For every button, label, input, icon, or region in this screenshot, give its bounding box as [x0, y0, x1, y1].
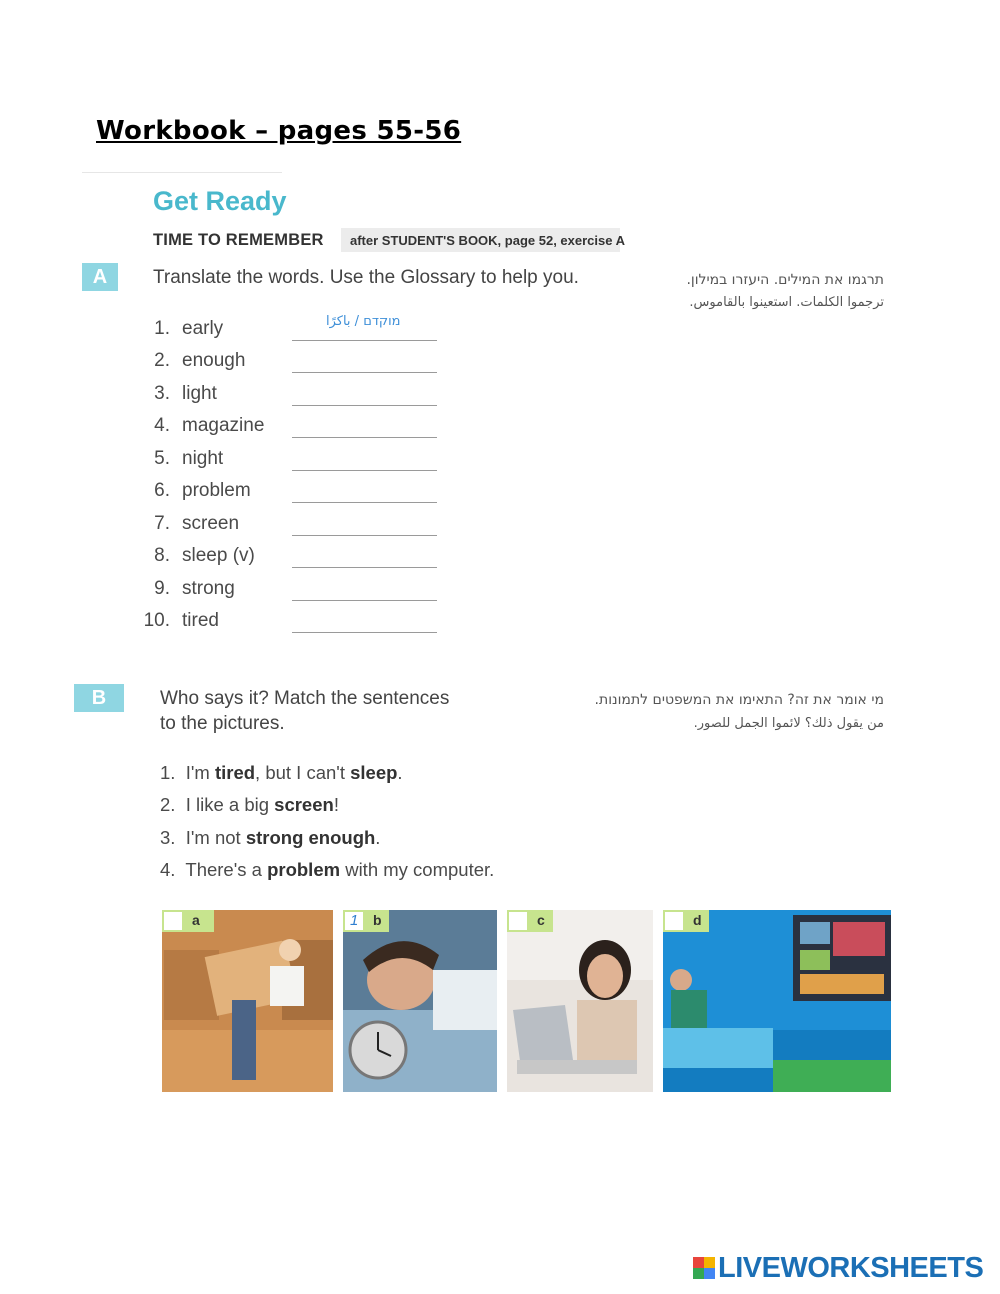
item-number: 7. [154, 513, 170, 534]
answer-field[interactable] [292, 372, 437, 373]
page-heading: Workbook – pages 55-56 [96, 116, 462, 146]
answer-field[interactable] [292, 340, 437, 341]
sentence-keyword: strong enough [245, 827, 376, 848]
logo-icon [693, 1257, 715, 1279]
item-word: early [182, 318, 224, 339]
sentence-keyword: sleep [350, 762, 398, 783]
item-number: 5. [154, 448, 170, 469]
section-a-badge: A [82, 263, 118, 291]
section-b-instruction-line1: Who says it? Match the sentences [160, 688, 450, 709]
item-word: night [182, 448, 224, 469]
item-word: magazine [182, 415, 265, 436]
section-a-arabic-instruction: ترجموا الكلمات. استعينوا بالقاموس. [689, 295, 884, 310]
answer-text: מוקדם / باكرًا [326, 314, 401, 329]
answer-tab [663, 910, 709, 932]
item-word: screen [182, 513, 240, 534]
sentence-item [160, 827, 380, 849]
answer-field[interactable] [292, 567, 437, 568]
sentence-keyword: problem [267, 859, 341, 880]
tired-man-illustration [343, 910, 497, 1092]
list-item [140, 513, 450, 545]
list-item [140, 448, 450, 480]
item-word: enough [182, 350, 246, 371]
item-number: 4. [154, 415, 170, 436]
answer-tab [343, 910, 389, 932]
liveworksheets-logo[interactable]: LIVEWORKSHEETS [718, 1252, 984, 1284]
item-number: 9. [154, 578, 170, 599]
list-item [140, 610, 450, 642]
answer-tab [507, 910, 553, 932]
list-item [140, 383, 450, 415]
divider [82, 172, 282, 173]
reference-text: after STUDENT'S BOOK, page 52, exercise A [350, 233, 625, 248]
sentence-item [160, 859, 494, 881]
list-item [140, 350, 450, 382]
answer-box[interactable] [665, 912, 683, 930]
item-number: 2. [154, 350, 170, 371]
sentence-text: There's a [185, 859, 268, 880]
item-number: 3. [154, 383, 170, 404]
sentence-text: , but I can't [255, 762, 351, 783]
answer-tab [162, 910, 214, 932]
sentence-item [160, 762, 403, 784]
answer-box[interactable] [509, 912, 527, 930]
sentence-keyword: screen [274, 794, 334, 815]
time-to-remember-label: TIME TO REMEMBER [153, 231, 324, 249]
section-b-hebrew-instruction: מי אומר את זה? התאימו את המשפטים לתמונות. [594, 692, 884, 708]
list-item [140, 578, 450, 610]
moving-boxes-illustration [162, 910, 333, 1092]
answer-field[interactable] [292, 437, 437, 438]
item-word: sleep (v) [182, 545, 255, 566]
item-number: 1. [154, 318, 170, 339]
answer-field[interactable] [292, 600, 437, 601]
sentence-number: 1. [160, 762, 176, 783]
picture-letter: d [693, 912, 702, 928]
sentence-text: I like a big [185, 794, 275, 815]
sentence-text: I'm [185, 762, 215, 783]
sentence-text: ! [333, 794, 339, 815]
sentence-keyword: tired [214, 762, 256, 783]
answer-field[interactable] [292, 405, 437, 406]
answer-box[interactable] [164, 912, 182, 930]
item-number: 6. [154, 480, 170, 501]
sentence-item [160, 794, 339, 816]
picture-letter: b [373, 912, 382, 928]
sentence-text: with my computer. [340, 859, 495, 880]
section-b-instruction-line2: to the pictures. [160, 713, 285, 734]
picture-c [507, 910, 653, 1092]
picture-answer: 1 [350, 912, 359, 929]
answer-field[interactable] [292, 502, 437, 503]
list-item [140, 545, 450, 577]
item-word: tired [182, 610, 219, 631]
answer-field[interactable] [292, 535, 437, 536]
sentence-number: 4. [160, 859, 176, 880]
big-screen-tv-illustration [663, 910, 891, 1092]
item-number: 10. [143, 610, 170, 631]
sentence-text: I'm not [185, 827, 246, 848]
answer-field[interactable] [292, 632, 437, 633]
section-b-arabic-instruction: من يقول ذلك؟ لائموا الجمل للصور. [693, 716, 884, 731]
item-word: strong [182, 578, 235, 599]
item-number: 8. [154, 545, 170, 566]
picture-d [663, 910, 891, 1092]
sentence-text: . [375, 827, 381, 848]
item-word: light [182, 383, 217, 404]
list-item [140, 415, 450, 447]
picture-letter: a [192, 912, 200, 928]
sentence-text: . [397, 762, 403, 783]
item-word: problem [182, 480, 251, 501]
list-item [140, 480, 450, 512]
list-item [140, 314, 450, 350]
answer-field[interactable] [292, 470, 437, 471]
stressed-girl-laptop-illustration [507, 910, 653, 1092]
section-a-hebrew-instruction: תרגמו את המילים. היעזרו במילון. [686, 272, 884, 288]
picture-letter: c [537, 912, 545, 928]
picture-a [162, 910, 333, 1092]
sentence-number: 3. [160, 827, 176, 848]
picture-b [343, 910, 497, 1092]
sentence-number: 2. [160, 794, 176, 815]
section-b-badge: B [74, 684, 124, 712]
section-title: Get Ready [153, 186, 287, 216]
section-a-instruction: Translate the words. Use the Glossary to help you. [153, 267, 579, 288]
